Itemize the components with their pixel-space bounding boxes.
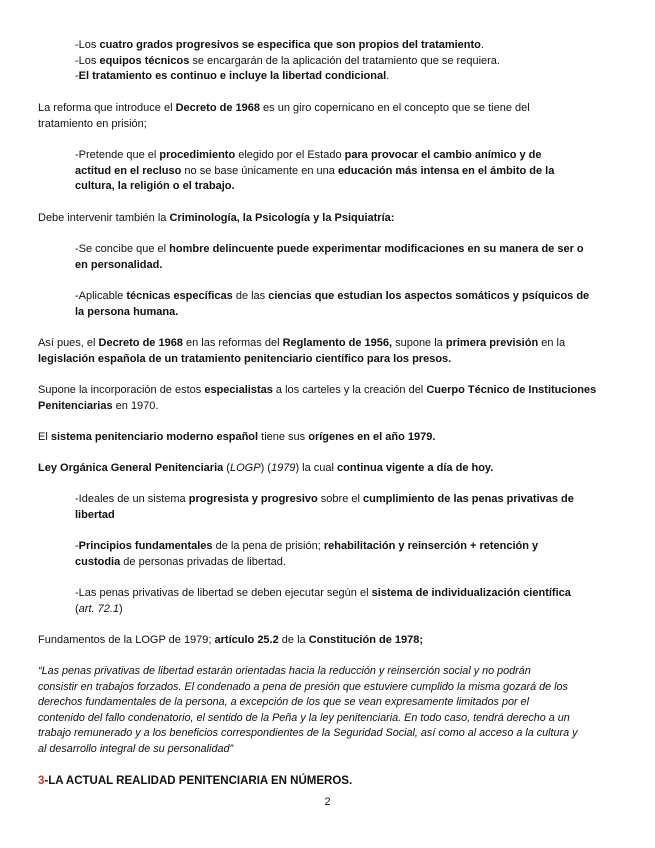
text-run: procedimiento <box>159 149 236 161</box>
text-run: ) ( <box>260 462 271 474</box>
text-run: Supone la incorporación de estos <box>38 384 205 396</box>
text-run: ( <box>223 462 230 474</box>
quote-line: al desarrollo integral de su personalidad” <box>38 742 234 755</box>
text-run: art. 72.1 <box>78 602 120 615</box>
text-run: educación más intensa en el ámbito de la <box>337 164 555 177</box>
text-run: de las <box>232 290 269 302</box>
text-line <box>75 305 605 321</box>
text-run: El tratamiento es continuo e incluye la libertad condicional <box>78 70 387 82</box>
text-run: tratamiento en prisión; <box>38 117 147 130</box>
text-run: -Pretende que el <box>75 149 160 161</box>
paragraph-supone <box>38 383 623 414</box>
text-line <box>38 211 623 227</box>
text-run: - <box>75 70 79 82</box>
constitution-quote <box>38 664 623 757</box>
paragraph-ideales <box>75 492 605 523</box>
text-run: ) <box>119 602 123 615</box>
text-run: Criminología, la Psicología y la Psiquiatría: <box>169 212 395 224</box>
text-run: de la pena de prisión; <box>212 540 324 552</box>
text-run: Fundamentos de la LOGP de 1979; <box>38 634 215 646</box>
text-run: a los carteles y la creación del <box>272 384 427 396</box>
text-run: primera previsión <box>445 337 539 349</box>
text-run: . <box>480 39 484 51</box>
text-run: El <box>38 431 51 443</box>
text-run: Cuerpo Técnico de Instituciones <box>426 384 597 396</box>
text-run: ciencias que estudian los aspectos somáticos y psíquicos de <box>268 290 590 302</box>
text-line <box>75 586 605 602</box>
text-run: Penitenciarias <box>38 399 113 412</box>
text-run: continua vigente a día de hoy. <box>337 462 494 474</box>
text-line <box>75 289 605 305</box>
text-run: libertad <box>75 508 115 521</box>
paragraph-ley-organica <box>38 461 623 477</box>
text-run: La reforma que introduce el <box>38 102 176 114</box>
text-line <box>75 69 605 85</box>
text-run: -Aplicable <box>75 290 127 302</box>
text-run: actitud en el recluso <box>75 164 182 177</box>
paragraph-pretende <box>75 148 605 195</box>
text-line <box>75 148 605 164</box>
text-run: . <box>386 70 390 82</box>
text-line <box>38 352 623 368</box>
text-run: -Los <box>75 39 100 51</box>
section-title: -LA ACTUAL REALIDAD PENITENCIARIA EN NÚMEROS. <box>44 775 353 787</box>
text-run: en 1970. <box>112 399 159 412</box>
text-run: cumplimiento de las penas privativas de <box>362 493 574 505</box>
text-run: Debe intervenir también la <box>38 212 170 224</box>
text-run: -Las penas privativas de libertad se deben ejecutar según el <box>75 587 372 599</box>
text-line <box>75 555 605 571</box>
text-line <box>38 430 623 446</box>
quote-line: “Las penas privativas de libertad estarán orientadas hacia la reducción y reinserción social y no podrán <box>38 665 531 677</box>
text-run: se encargarán de la aplicación del tratamiento que se requiera. <box>189 54 500 67</box>
text-line <box>38 383 623 399</box>
text-line <box>38 633 623 649</box>
text-run: -Los <box>75 54 100 67</box>
text-run: Constitución de 1978; <box>308 634 423 646</box>
quote-line: contenido del fallo condenatorio, el sentido de la Peña y la ley penitenciaria. En todo caso, tendrá derecho a un <box>38 711 570 724</box>
text-run: la persona humana. <box>75 305 179 318</box>
text-run: de la <box>278 634 309 646</box>
paragraph-aplicable <box>75 289 605 320</box>
text-line <box>38 399 623 415</box>
text-line <box>75 492 605 508</box>
text-run: técnicas específicas <box>126 290 233 302</box>
text-line <box>75 258 605 274</box>
section-heading <box>38 774 623 790</box>
text-run: para provocar el cambio anímico y de <box>344 149 542 161</box>
paragraph-fundamentos <box>38 633 623 649</box>
text-run: especialistas <box>204 384 273 396</box>
text-run: Reglamento de 1956, <box>282 337 393 349</box>
text-run: rehabilitación y reinserción + retención y <box>323 540 539 552</box>
text-run: - <box>75 540 79 552</box>
quote-line: derechos fundamentales de la persona, a excepción de los que se vean expresamente limitados por el <box>38 696 529 708</box>
text-line <box>75 179 605 195</box>
text-run: LOGP <box>229 462 261 474</box>
text-run: de personas privadas de libertad. <box>120 555 286 568</box>
text-run: tiene sus <box>258 431 309 443</box>
text-run: artículo 25.2 <box>214 634 279 646</box>
text-run: es un giro copernicano en el concepto que se tiene del <box>259 102 530 114</box>
text-run: 1979 <box>270 462 296 474</box>
section-number: 3 <box>38 775 45 787</box>
text-run: en personalidad. <box>75 258 163 271</box>
paragraph-principios <box>75 539 605 570</box>
text-run: progresista y progresivo <box>188 493 318 505</box>
text-line <box>75 539 605 555</box>
text-run: legislación española de un tratamiento penitenciario científico para los presos. <box>38 352 452 365</box>
text-run: cultura, la religión o el trabajo. <box>75 180 235 192</box>
quote-line: consistir en trabajos forzados. El condenado a pena de presión que estuviere cumplido la misma gozará de los <box>38 680 568 693</box>
text-line <box>38 336 623 352</box>
text-run: sistema penitenciario moderno español <box>50 431 259 443</box>
text-run: hombre delincuente puede experimentar modificaciones en su manera de ser o <box>169 243 584 255</box>
text-run: ( <box>75 602 79 615</box>
text-run: sobre el <box>317 493 363 505</box>
paragraph-asi-pues <box>38 336 623 367</box>
text-run: -Se concibe que el <box>75 243 170 255</box>
text-line <box>75 602 605 618</box>
text-run: no se base únicamente en una <box>181 164 338 177</box>
paragraph-se-concibe <box>75 242 605 273</box>
text-line <box>75 508 605 524</box>
text-run: ) la cual <box>295 462 338 474</box>
text-line <box>38 101 623 117</box>
text-run: Ley Orgánica General Penitenciaria <box>38 462 224 474</box>
paragraph-reforma <box>38 101 623 132</box>
page-number: 2 <box>324 796 331 808</box>
text-run: elegido por el Estado <box>235 149 345 161</box>
text-run: orígenes en el año 1979. <box>308 431 436 443</box>
text-run: en la <box>538 337 566 349</box>
text-run: cuatro grados progresivos se especifica que son propios del tratamiento <box>99 39 481 51</box>
quote-line: trabajo remunerado y a los beneficios correspondientes de la Seguridad Social, así como al acceso a la cultura y <box>38 727 578 739</box>
text-run: Así pues, el <box>38 337 99 349</box>
paragraph-debe-intervenir <box>38 211 623 227</box>
text-run: Principios fundamentales <box>78 540 213 552</box>
text-line <box>75 38 605 54</box>
text-run: supone la <box>392 337 446 349</box>
text-run: custodia <box>75 555 121 568</box>
text-line <box>38 117 623 133</box>
text-line <box>75 164 605 180</box>
paragraph-penas-privativas <box>75 586 605 617</box>
text-line <box>38 461 623 477</box>
paragraph-sistema-moderno <box>38 430 623 446</box>
text-line <box>75 54 605 70</box>
text-run: Decreto de 1968 <box>98 337 183 349</box>
text-run: Decreto de 1968 <box>175 102 260 114</box>
text-run: equipos técnicos <box>99 54 190 67</box>
text-line <box>75 242 605 258</box>
text-run: sistema de individualización científica <box>371 587 571 599</box>
top-list <box>75 38 605 85</box>
text-run: -Ideales de un sistema <box>75 493 189 505</box>
text-run: en las reformas del <box>182 337 283 349</box>
